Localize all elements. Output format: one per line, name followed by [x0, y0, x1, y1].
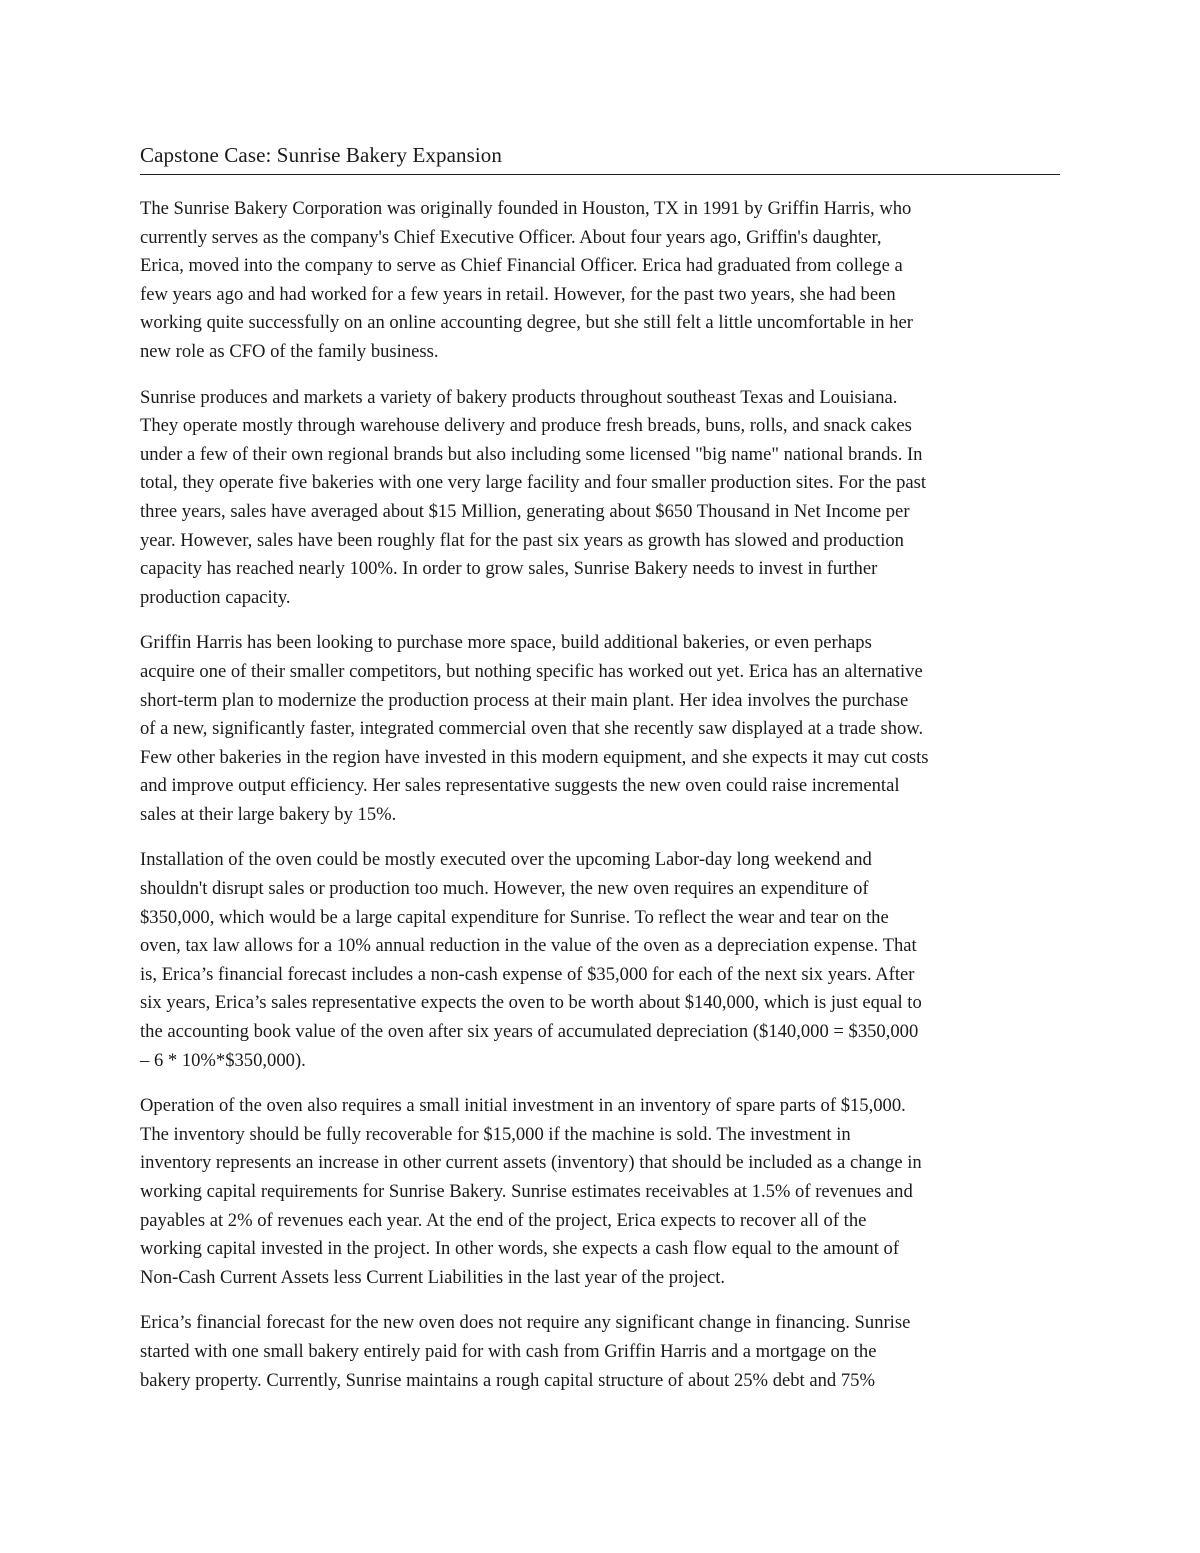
title-divider — [140, 174, 1060, 175]
text-line: oven, tax law allows for a 10% annual reduction in the value of the oven as a depreciation expense. That — [140, 935, 917, 957]
text-line: – 6 * 10%*$350,000). — [140, 1049, 306, 1071]
document-page — [140, 142, 1062, 1412]
text-line: Griffin Harris has been looking to purchase more space, build additional bakeries, or even perhaps — [140, 632, 872, 654]
paragraph — [140, 1309, 1062, 1395]
paragraph — [140, 846, 1062, 1075]
text-line: The Sunrise Bakery Corporation was originally founded in Houston, TX in 1991 by Griffin Harris, who — [140, 198, 912, 219]
text-line: is, Erica’s financial forecast includes a non-cash expense of $35,000 for each of the next six years. After — [140, 963, 915, 985]
text-line: $350,000, which would be a large capital expenditure for Sunrise. To reflect the wear and tear on the — [140, 906, 889, 928]
text-line: inventory represents an increase in other current assets (inventory) that should be included as a change in — [140, 1152, 922, 1174]
text-line: capacity has reached nearly 100%. In order to grow sales, Sunrise Bakery needs to invest in further — [140, 558, 878, 580]
text-line: and improve output efficiency. Her sales representative suggests the new oven could raise incremental — [140, 775, 900, 797]
text-line: under a few of their own regional brands but also including some licensed "big name" national brands. In — [140, 443, 923, 465]
paragraph — [140, 384, 1062, 613]
text-line: bakery property. Currently, Sunrise maintains a rough capital structure of about 25% debt and 75% — [140, 1369, 875, 1391]
text-line: few years ago and had worked for a few years in retail. However, for the past two years, she had been — [140, 283, 896, 305]
document-body — [140, 195, 1062, 1395]
document-title: Capstone Case: Sunrise Bakery Expansion — [140, 143, 503, 167]
text-line: working quite successfully on an online accounting degree, but she still felt a little uncomfortable in her — [140, 312, 913, 334]
text-line: new role as CFO of the family business. — [140, 340, 439, 362]
text-line: Erica, moved into the company to serve as Chief Financial Officer. Erica had graduated from college a — [140, 255, 903, 277]
text-line: currently serves as the company's Chief Executive Officer. About four years ago, Griffin's daughter, — [140, 226, 882, 248]
paragraph — [140, 1092, 1062, 1292]
text-line: Operation of the oven also requires a small initial investment in an inventory of spare parts of $15,000. — [140, 1095, 906, 1117]
text-line: working capital invested in the project. In other words, she expects a cash flow equal to the amount of — [140, 1238, 900, 1260]
text-line: Sunrise produces and markets a variety of bakery products throughout southeast Texas and Louisiana. — [140, 386, 898, 408]
text-line: three years, sales have averaged about $15 Million, generating about $650 Thousand in Net Income per — [140, 500, 910, 522]
text-line: The inventory should be fully recoverable for $15,000 if the machine is sold. The investment in — [140, 1123, 851, 1145]
text-line: payables at 2% of revenues each year. At the end of the project, Erica expects to recover all of the — [140, 1209, 867, 1231]
text-line: Erica’s financial forecast for the new oven does not require any significant change in financing. Sunrise — [140, 1312, 911, 1334]
text-line: They operate mostly through warehouse delivery and produce fresh breads, buns, rolls, and snack cakes — [140, 415, 912, 437]
text-line: Non-Cash Current Assets less Current Liabilities in the last year of the project. — [140, 1266, 726, 1288]
text-line: the accounting book value of the oven after six years of accumulated depreciation ($140,000 = $350,000 — [140, 1021, 919, 1043]
text-line: started with one small bakery entirely paid for with cash from Griffin Harris and a mortgage on the — [140, 1340, 877, 1362]
text-line: production capacity. — [140, 586, 291, 608]
text-line: Few other bakeries in the region have invested in this modern equipment, and she expects it may cut costs — [140, 746, 929, 768]
text-line: year. However, sales have been roughly flat for the past six years as growth has slowed and production — [140, 529, 904, 551]
text-line: of a new, significantly faster, integrated commercial oven that she recently saw displayed at a trade show. — [140, 718, 924, 740]
text-line: acquire one of their smaller competitors, but nothing specific has worked out yet. Erica has an alternative — [140, 660, 923, 682]
text-line: working capital requirements for Sunrise Bakery. Sunrise estimates receivables at 1.5% of revenues and — [140, 1181, 913, 1202]
text-line: total, they operate five bakeries with one very large facility and four smaller production sites. For the past — [140, 472, 927, 494]
text-line: six years, Erica’s sales representative expects the oven to be worth about $140,000, which is just equal to — [140, 992, 922, 1014]
paragraph — [140, 629, 1062, 829]
text-line: shouldn't disrupt sales or production too much. However, the new oven requires an expenditure of — [140, 878, 869, 900]
text-line: short-term plan to modernize the production process at their main plant. Her idea involves the purchase — [140, 689, 909, 711]
paragraph — [140, 195, 1062, 367]
text-line: sales at their large bakery by 15%. — [140, 803, 397, 825]
text-line: Installation of the oven could be mostly executed over the upcoming Labor-day long weekend and — [140, 849, 872, 871]
